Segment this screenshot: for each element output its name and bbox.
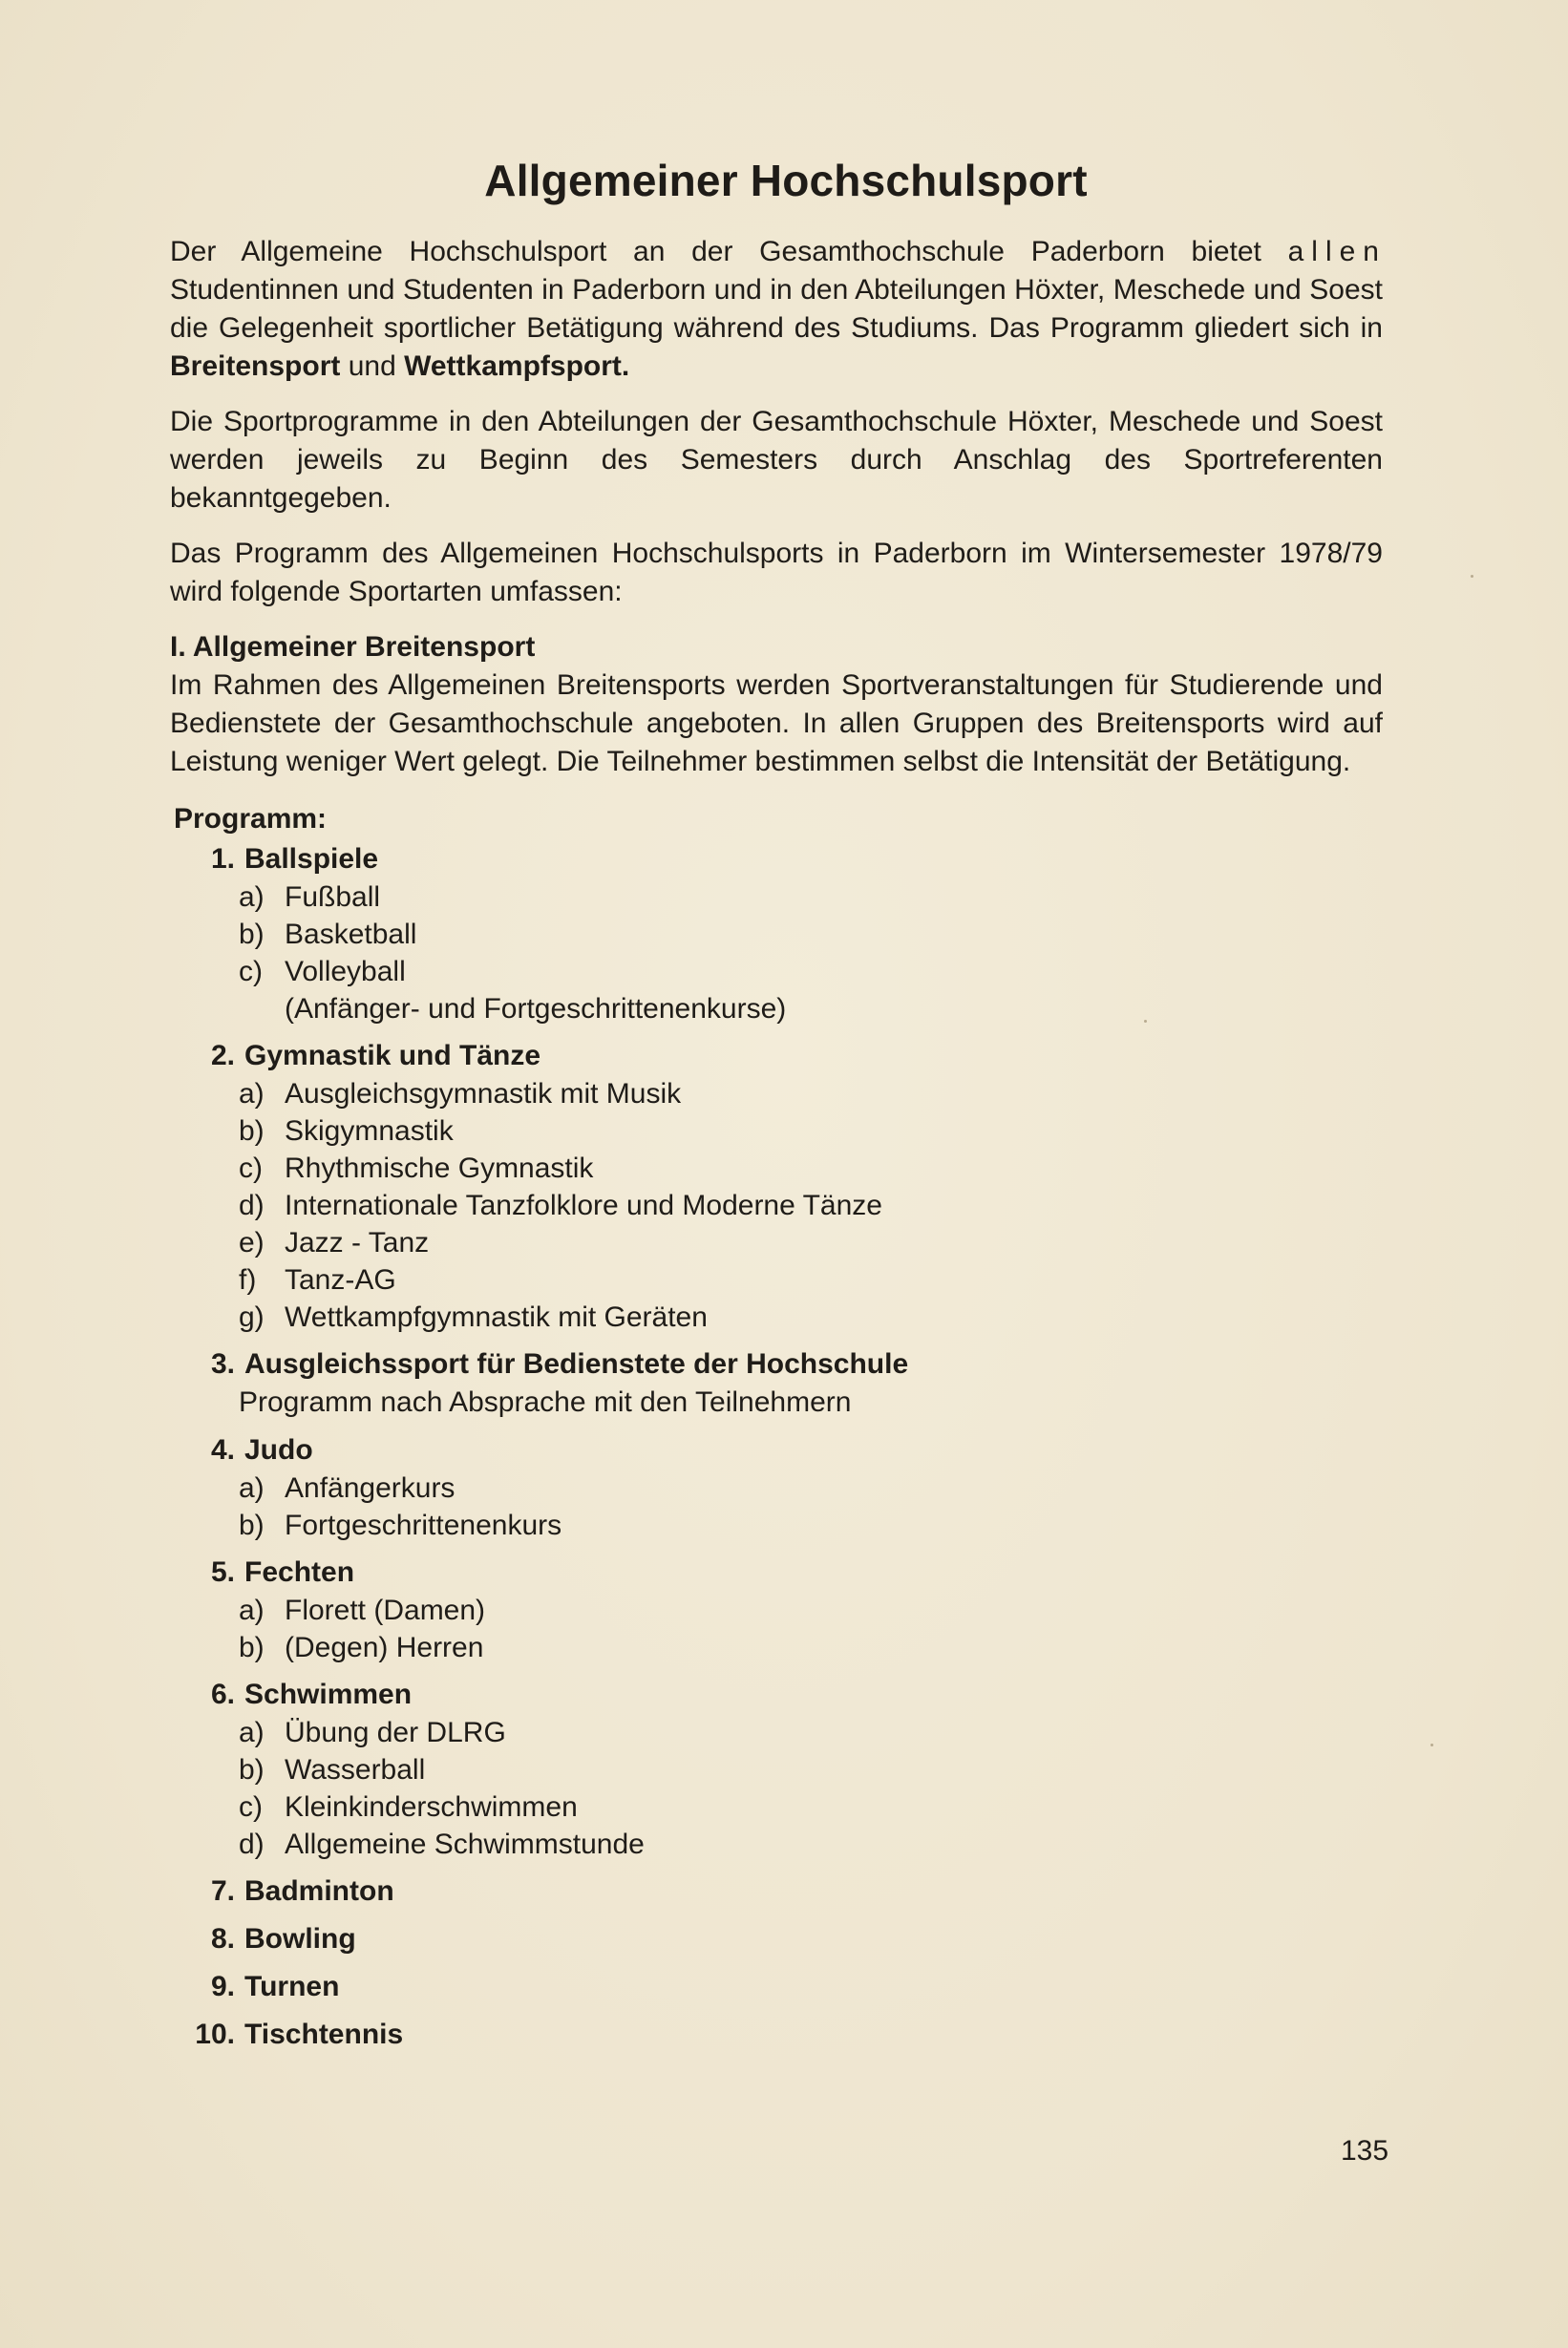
program-item — [170, 840, 1402, 1027]
program-item-heading — [170, 2016, 1402, 2054]
program-item-title: Fechten — [244, 1556, 355, 1588]
program-item-title: Schwimmen — [244, 1679, 413, 1710]
program-item-heading — [170, 840, 1402, 878]
program-item-number: 5. — [210, 1556, 235, 1588]
sub-item-text: Wasserball — [285, 1754, 426, 1786]
program-item — [170, 2016, 1402, 2054]
program-item — [170, 1345, 1402, 1422]
sub-item-letter: c) — [239, 1791, 263, 1823]
sub-item-letter: a) — [239, 1595, 265, 1626]
sub-item — [239, 878, 1402, 916]
program-item-number: 10. — [195, 2019, 235, 2050]
program-item-title: Badminton — [244, 1875, 394, 1907]
program-item-title: Tischtennis — [244, 2019, 404, 2050]
program-item-number: 3. — [210, 1348, 235, 1380]
sub-item-text: Fußball — [285, 881, 381, 913]
program-item-number: 2. — [210, 1040, 235, 1071]
bold-wettkampfsport: Wettkampfsport. — [404, 350, 630, 382]
sub-item-text: Fortgeschrittenenkurs — [285, 1510, 562, 1541]
sub-item-list — [170, 1470, 1402, 1544]
program-item-title: Ballspiele — [244, 843, 379, 875]
sub-item-text: Tanz-AG — [285, 1264, 396, 1296]
program-item — [170, 1676, 1402, 1863]
sub-item — [239, 1826, 1402, 1863]
sub-item — [239, 1788, 1402, 1826]
program-item — [170, 1968, 1402, 2006]
sub-item-text: Ausgleichsgymnastik mit Musik — [285, 1078, 682, 1110]
program-item-heading — [170, 1872, 1402, 1911]
program-item-number: 8. — [210, 1923, 235, 1955]
sub-item-text: Rhythmische Gymnastik — [285, 1153, 594, 1184]
sub-item — [239, 1470, 1402, 1507]
sub-item — [239, 916, 1402, 953]
sub-item-letter: e) — [239, 1227, 265, 1259]
program-item-title: Gymnastik und Tänze — [244, 1040, 541, 1071]
page-content — [170, 143, 1402, 2063]
sub-item-letter: b) — [239, 1754, 265, 1786]
sub-item-text: Basketball — [285, 919, 417, 950]
sub-item-list — [170, 1714, 1402, 1863]
sub-item-text: (Degen) Herren — [285, 1632, 484, 1663]
section-text: Im Rahmen des Allgemeinen Breitensports werden Sportveranstaltungen für Studierende und Bedienstete der Gesamthochschule angeboten. In allen Gruppen des Breitensports wird auf Leistung weniger Wert gelegt. Die Teilnehmer bestimmen selbst die Intensität der Betätigung. — [170, 669, 1383, 777]
program-item-number: 9. — [210, 1971, 235, 2002]
program-item-number: 6. — [210, 1679, 235, 1710]
sub-item — [239, 1261, 1402, 1299]
sub-item-letter: a) — [239, 1472, 265, 1504]
sub-item-letter: c) — [239, 1153, 263, 1184]
sub-item-text: Florett (Damen) — [285, 1595, 486, 1626]
sub-item-letter: b) — [239, 919, 265, 950]
program-item-number: 4. — [210, 1434, 235, 1466]
sub-item — [239, 1299, 1402, 1336]
program-item-heading — [170, 1431, 1402, 1470]
sub-item-list — [170, 1075, 1402, 1336]
sub-item-text: Jazz - Tanz — [285, 1227, 430, 1259]
program-item — [170, 1920, 1402, 1958]
program-item-title: Turnen — [244, 1971, 340, 2002]
sub-item-letter: b) — [239, 1632, 265, 1663]
page-title: Allgemeiner Hochschulsport — [484, 156, 1088, 205]
sub-item-letter: b) — [239, 1510, 265, 1541]
sub-item-letter: f) — [239, 1264, 257, 1296]
program-item-heading — [170, 1345, 1402, 1384]
program-item-heading — [170, 1920, 1402, 1958]
page-number: 135 — [1341, 2135, 1389, 2167]
sub-item-text: Internationale Tanzfolklore und Moderne Tänze — [285, 1190, 882, 1221]
intro-paragraph-2: Die Sportprogramme in den Abteilungen der Gesamthochschule Höxter, Meschede und Soest werden jeweils zu Beginn des Semesters durch Anschlag des Sportreferenten bekanntgegeben. — [170, 406, 1383, 514]
program-item — [170, 1037, 1402, 1336]
sub-item — [239, 953, 1402, 990]
sub-item-text: Wettkampfgymnastik mit Geräten — [285, 1301, 708, 1333]
paper-speck — [1430, 1744, 1433, 1746]
sub-item — [239, 1187, 1402, 1224]
sub-item-letter: a) — [239, 1078, 265, 1110]
program-item — [170, 1872, 1402, 1911]
program-item-title: Judo — [244, 1434, 313, 1466]
sub-item-text: Übung der DLRG — [285, 1717, 506, 1748]
bold-breitensport: Breitensport — [170, 350, 341, 382]
sub-item-list — [170, 1592, 1402, 1666]
program-item-heading — [170, 1968, 1402, 2006]
program-list — [170, 840, 1402, 2054]
sub-item-letter: c) — [239, 956, 263, 987]
sub-item — [239, 1629, 1402, 1666]
program-item-number: 7. — [210, 1875, 235, 1907]
sub-item — [239, 1592, 1402, 1629]
section-heading: I. Allgemeiner Breitensport — [170, 631, 536, 663]
emphasis-spaced: allen — [1287, 236, 1387, 267]
sub-item — [239, 1507, 1402, 1544]
sub-item-letter: a) — [239, 881, 265, 913]
paper-speck — [1471, 575, 1473, 578]
sub-item-letter: g) — [239, 1301, 265, 1333]
program-label: Programm: — [174, 803, 328, 835]
sub-item-text: Skigymnastik — [285, 1115, 454, 1147]
program-item-heading — [170, 1037, 1402, 1075]
sub-item — [239, 1714, 1402, 1751]
sub-item-letter: a) — [239, 1717, 265, 1748]
program-item-number: 1. — [210, 843, 235, 875]
sub-item — [239, 1150, 1402, 1187]
sub-item-letter: d) — [239, 1190, 265, 1221]
program-item-title: Bowling — [244, 1923, 356, 1955]
sub-item-text: Kleinkinderschwimmen — [285, 1791, 578, 1823]
sub-item — [239, 1112, 1402, 1150]
intro-paragraph-3: Das Programm des Allgemeinen Hochschulsports in Paderborn im Wintersemester 1978/79 wird folgende Sportarten umfassen: — [170, 538, 1383, 607]
program-item — [170, 1431, 1402, 1544]
program-item — [170, 1554, 1402, 1666]
program-item-heading — [170, 1676, 1402, 1714]
program-item-note: (Anfänger- und Fortgeschrittenenkurse) — [285, 993, 787, 1025]
sub-item — [239, 1224, 1402, 1261]
program-item-title: Ausgleichssport für Bedienstete der Hochschule — [244, 1348, 909, 1380]
sub-item-letter: b) — [239, 1115, 265, 1147]
program-item-description: Programm nach Absprache mit den Teilnehmern — [239, 1386, 852, 1418]
sub-item — [239, 1075, 1402, 1112]
sub-item-letter: d) — [239, 1829, 265, 1860]
sub-item-text: Anfängerkurs — [285, 1472, 456, 1504]
sub-item-list — [170, 878, 1402, 990]
intro-paragraph-1: Der Allgemeine Hochschulsport an der Gesamthochschule Paderborn bietet allen Studentinnen und Studenten in Paderborn und in den Abteilungen Höxter, Meschede und Soest die Gelegenheit sportlicher Betätigung während des Studiums. Das Programm gliedert sich in Breitensport und Wettkampfsport. — [170, 236, 1387, 382]
program-item-heading — [170, 1554, 1402, 1592]
sub-item — [239, 1751, 1402, 1788]
sub-item-text: Allgemeine Schwimmstunde — [285, 1829, 645, 1860]
sub-item-text: Volleyball — [285, 956, 406, 987]
